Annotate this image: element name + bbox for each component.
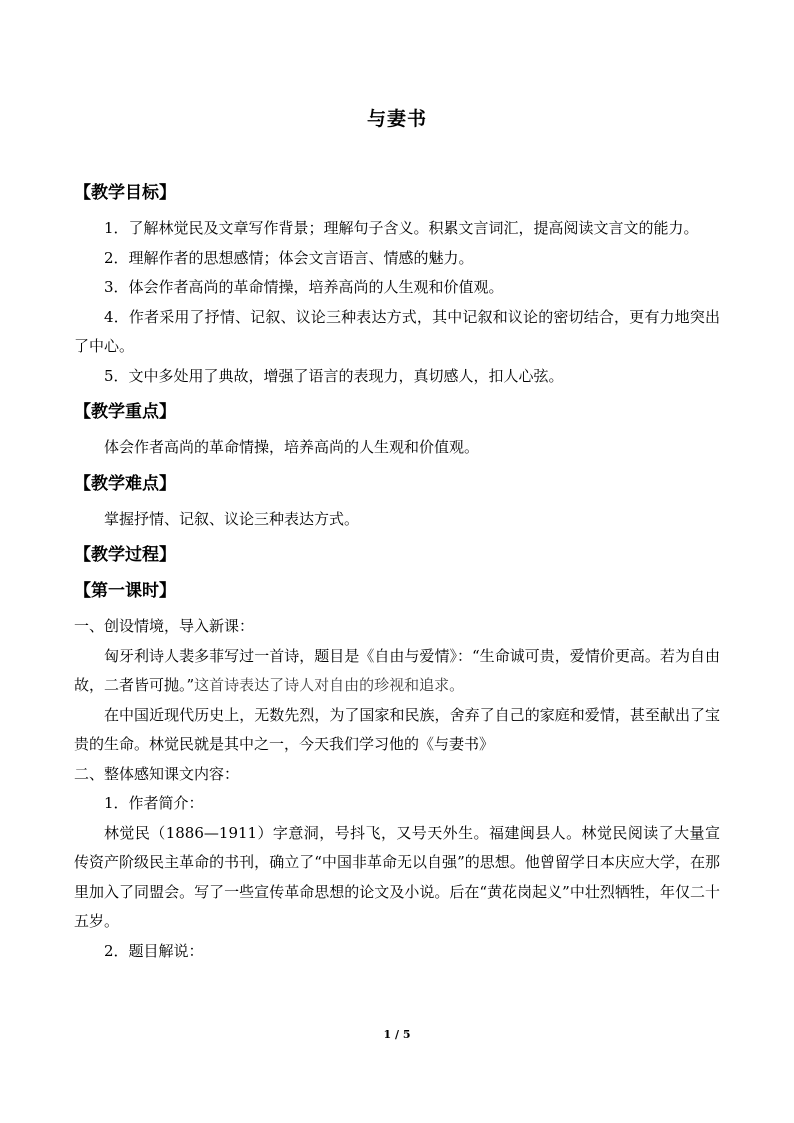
key-points-heading: 【教学重点】 xyxy=(74,402,176,422)
lesson-one-heading: 【第一课时】 xyxy=(74,581,176,601)
objective-item: 3．体会作者高尚的革命情操，培养高尚的人生观和价值观。 xyxy=(104,278,504,296)
poem-intro-text: 匈牙利诗人裴多菲写过一首诗，题目是《自由与爱情》：“生命诚可贵，爱情价更高。若为自由故，二者皆可抛。” xyxy=(74,646,720,694)
author-heading: 1．作者简介： xyxy=(104,794,204,812)
key-points-text: 体会作者高尚的革命情操，培养高尚的人生观和价值观。 xyxy=(104,438,480,456)
title-explain-heading: 2．题目解说： xyxy=(104,941,204,960)
difficulties-heading: 【教学难点】 xyxy=(74,473,176,494)
part-two-heading: 二、整体感知课文内容： xyxy=(74,764,240,783)
document-title: 与妻书 xyxy=(366,108,427,130)
process-heading: 【教学过程】 xyxy=(74,545,176,565)
objectives-heading: 【教学目标】 xyxy=(74,183,176,203)
part-one-paragraph-1 xyxy=(74,642,720,701)
objective-item: 2．理解作者的思想感情；体会文言语言、情感的魅力。 xyxy=(104,248,474,267)
part-one-paragraph-2: 在中国近现代历史上，无数先烈，为了国家和民族，舍弃了自己的家庭和爱情，甚至献出了宝贵的生命。林觉民就是其中之一，今天我们学习他的《与妻书》 xyxy=(74,705,720,753)
author-text: 林觉民（1886—1911）字意洞，号抖飞，又号天外生。福建闽县人。林觉民阅读了大量宣传资产阶级民主革命的书刊，确立了“中国非革命无以自强”的思想。他曾留学日本庆应大学，在那里加入了同盟会。写了一些宣传革命思想的论文及小说。后在“黄花岗起义”中壮烈牺牲，年仅二十五岁。 xyxy=(74,823,720,930)
objective-item: 5．文中多处用了典故，增强了语言的表现力，真切感人，扣人心弦。 xyxy=(104,366,564,385)
objective-item: 4．作者采用了抒情、记叙、议论三种表达方式，其中记叙和议论的密切结合，更有力地突出了中心。 xyxy=(74,307,720,355)
part-one-heading: 一、创设情境，导入新课： xyxy=(74,617,255,635)
document-body xyxy=(74,178,720,966)
difficulties-text: 掌握抒情、记叙、议论三种表达方式。 xyxy=(104,509,360,528)
objective-item: 1．了解林觉民及文章写作背景；理解句子含义。积累文言词汇，提高阅读文言文的能力。 xyxy=(104,219,699,237)
page-number: 1 / 5 xyxy=(383,1028,411,1041)
poem-comment-text: 这首诗表达了诗人对自由的珍视和追求。 xyxy=(194,676,465,694)
